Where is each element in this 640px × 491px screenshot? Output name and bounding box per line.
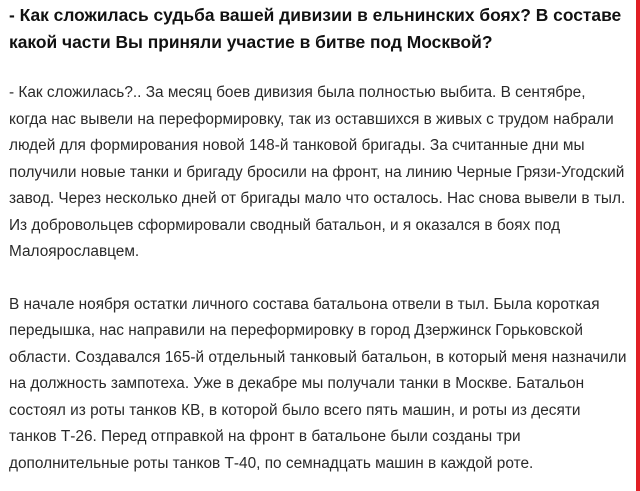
answer-paragraph-1: - Как сложилась?.. За месяц боев дивизия была полностью выбита. В сентябре, когда нас вывели на переформировку, так из оставшихся в живых с трудом набрали людей для формирования новой 148-й танковой бригады. За считанные дни мы получили новые танки и бригаду бросили на фронт, на линию Черные Грязи-Угодский завод. Через несколько дней от бригады мало что осталось. Нас снова вывели в тыл. Из добровольцев сформировали сводный батальон, и я оказался в боях под Малоярославцем. [9,84,626,260]
interview-question: - Как сложилась судьба вашей дивизии в ельнинских боях? В составе какой части Вы приняли участие в битве под Москвой? [9,5,622,52]
red-accent-bar [636,0,640,491]
article-body [9,2,627,477]
answer-paragraph-2: В начале ноября остатки личного состава батальона отвели в тыл. Была короткая передышка, нас направили на переформировку в город Дзержинск Горьковской области. Создавался 165-й отдельный танковый батальон, в который меня назначили на должность зампотеха. Уже в декабре мы получали танки в Москве. Батальон состоял из роты танков КВ, в которой было всего пять машин, и роты из десяти танков Т-26. Перед отправкой на фронт в батальоне были созданы три дополнительные роты танков Т-40, по семнадцать машин в каждой роте. [9,295,627,472]
